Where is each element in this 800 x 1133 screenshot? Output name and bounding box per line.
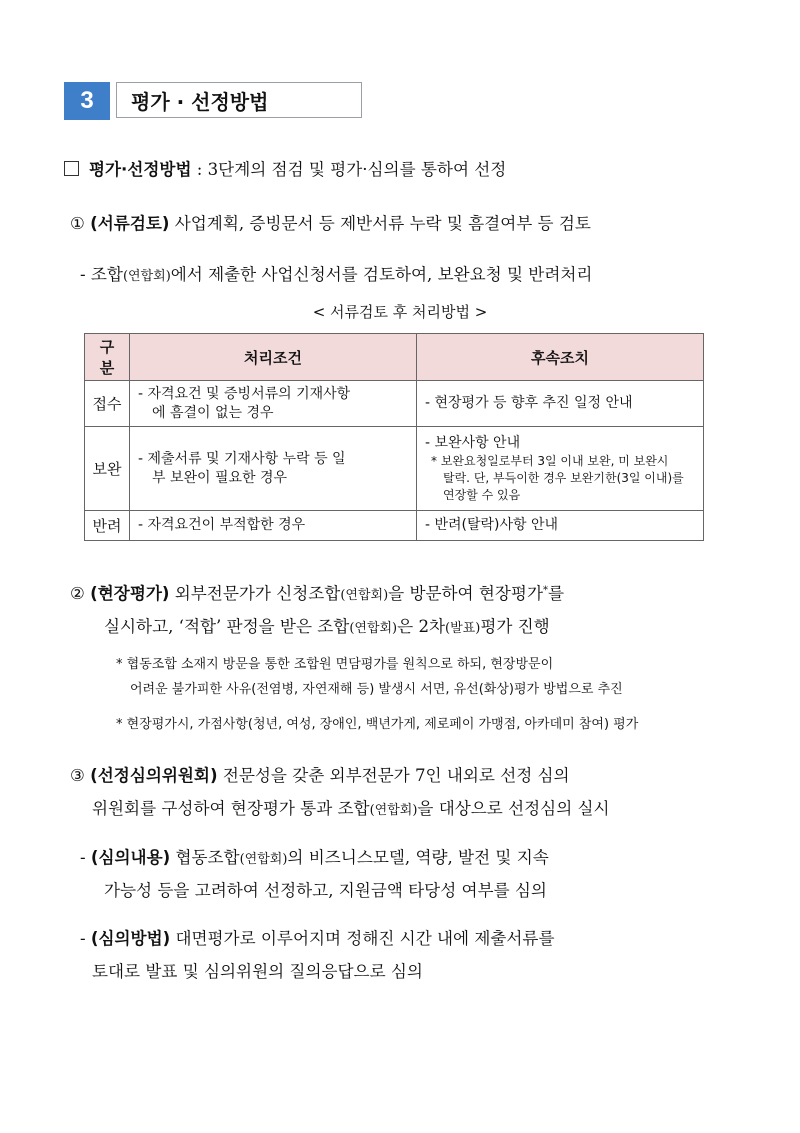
row-category: 보완 (85, 427, 130, 511)
step2-note1a: * 협동조합 소재지 방문을 통한 조합원 면담평가를 원칙으로 하되, 현장방문이 (116, 657, 554, 672)
table-header: 구분 (85, 334, 130, 381)
row-category: 접수 (85, 381, 130, 427)
step1-line: ① (서류검토) 사업계획, 증빙문서 등 제반서류 누락 및 흠결여부 등 검토 (70, 214, 591, 233)
deliberation-method-line2: 토대로 발표 및 심의위원의 질의응답으로 심의 (92, 962, 423, 981)
table-header: 처리조건 (130, 334, 417, 381)
step2-note1b: 어려운 불가피한 사유(전염병, 자연재해 등) 발생시 서면, 유선(화상)평가 방법으로 추진 (130, 682, 623, 697)
deliberation-content-line1: - (심의내용) 협동조합(연합회)의 비즈니스모델, 역량, 발전 및 지속 (80, 848, 549, 867)
intro-line: 평가·선정방법 : 3단계의 점검 및 평가·심의를 통하여 선정 (64, 156, 506, 180)
table-header-row (85, 334, 704, 381)
row-action: - 보완사항 안내 * 보완요청일로부터 3일 이내 보완, 미 보완시 탈락. 단, 부득이한 경우 보완기한(3일 이내)를 연장할 수 있음 (417, 427, 704, 511)
step1-detail: - 조합(연합회)에서 제출한 사업신청서를 검토하여, 보완요청 및 반려처리 (80, 265, 593, 284)
row-condition: - 자격요건 및 증빙서류의 기재사항 에 흠결이 없는 경우 (130, 381, 417, 427)
table-caption: < 서류검토 후 처리방법 > (312, 303, 488, 321)
table-row (85, 427, 704, 511)
table-header: 후속조치 (417, 334, 704, 381)
section-number: 3 (64, 82, 110, 120)
deliberation-method-line1: - (심의방법) 대면평가로 이루어지며 정해진 시간 내에 제출서류를 (80, 929, 555, 948)
step3-line1: ③ (선정심의위원회) 전문성을 갖춘 외부전문가 7인 내외로 선정 심의 (70, 766, 570, 785)
checkbox-icon (64, 161, 79, 176)
row-action: - 현장평가 등 향후 추진 일정 안내 (417, 381, 704, 427)
row-category: 반려 (85, 511, 130, 541)
deliberation-content-line2: 가능성 등을 고려하여 선정하고, 지원금액 타당성 여부를 심의 (104, 881, 547, 900)
step2-line1: ② (현장평가) 외부전문가가 신청조합(연합회)을 방문하여 현장평가*를 (70, 584, 565, 603)
step2-line2: 실시하고, ‘적합’ 판정을 받은 조합(연합회)은 2차(발표)평가 진행 (104, 617, 550, 636)
table-row (85, 511, 704, 541)
step2-note2: * 현장평가시, 가점사항(청년, 여성, 장애인, 백년가게, 제로페이 가맹점, 아카데미 참여) 평가 (116, 717, 639, 732)
section-title: 평가 · 선정방법 (116, 82, 362, 118)
row-condition: - 제출서류 및 기재사항 누락 등 일 부 보완이 필요한 경우 (130, 427, 417, 511)
review-table (84, 333, 704, 541)
row-action: - 반려(탈락)사항 안내 (417, 511, 704, 541)
row-condition: - 자격요건이 부적합한 경우 (130, 511, 417, 541)
table-row (85, 381, 704, 427)
step3-line2: 위원회를 구성하여 현장평가 통과 조합(연합회)을 대상으로 선정심의 실시 (92, 799, 610, 818)
